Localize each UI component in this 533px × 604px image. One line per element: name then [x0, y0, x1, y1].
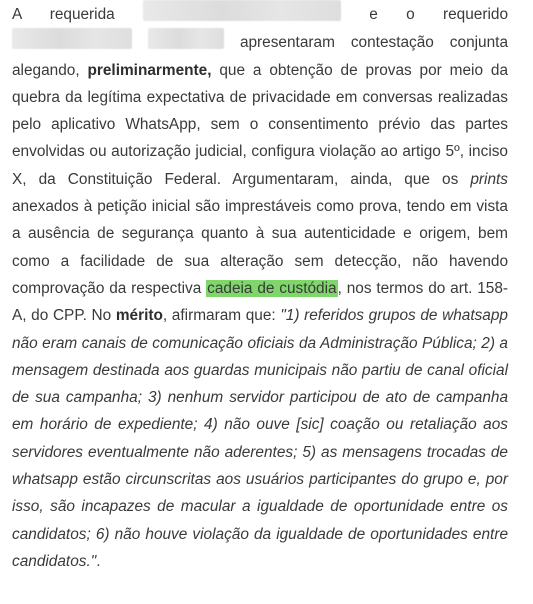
text-segment: , nos termos do art. 158-A, do CPP. No: [12, 279, 509, 325]
text-segment: e o requerido: [369, 6, 509, 23]
text-segment: A requerida: [12, 6, 115, 23]
text-segment: .: [96, 552, 101, 570]
bold-term-merit: mérito: [115, 307, 163, 325]
redacted-name-respondent-male-part1: [12, 28, 132, 49]
redacted-name-respondent-female: [143, 0, 341, 21]
text-segment: anexados à petição inicial são imprestáveis como prova, tendo em vista a ausência de segurança quanto à sua autenticidade e origem, bem como a facilidade de sua alteração sem detecção, não havendo comprovação da respectiva: [12, 198, 508, 297]
highlighted-term-chain-of-custody: cadeia de custódia: [207, 279, 337, 297]
text-segment: que a obtenção de provas por meio da quebra da legítima expectativa de privacidade em conversas realizadas pelo aplicativo WhatsApp, sem o consentimento prévio das partes envolvidas ou autorização judicial, configura violação ao artigo 5º, inciso X, da Constituição Federal. Argumentaram, ainda, que os: [12, 61, 509, 188]
italic-quote: "1) referidos grupos de whatsapp não eram canais de comunicação oficiais da Administração Pública; 2) a mensagem destinada aos guardas municipais não partiu de canal oficial de sua campanha; 3) nenhum servidor participou de ato de campanha em horário de expediente; 4) não ouve [sic] coação ou retaliação aos servidores eventualmente não aderentes; 5) as mensagens trocadas de whatsapp estão circunscritas aos usuários participantes do grupo e, por isso, são incapazes de macular a igualdade de oportunidade entre os candidatos; 6) não houve violação da igualdade de oportunidades entre candidatos.": [12, 307, 508, 570]
redacted-name-respondent-male-part2: [148, 28, 224, 49]
text-segment: apresentaram contestação conjunta alegando,: [12, 34, 508, 79]
italic-term-prints: prints: [470, 170, 508, 188]
text-segment: , afirmaram que:: [162, 307, 281, 325]
decision-paragraph: [12, 0, 508, 575]
bold-term-preliminarily: preliminarmente,: [87, 61, 212, 79]
